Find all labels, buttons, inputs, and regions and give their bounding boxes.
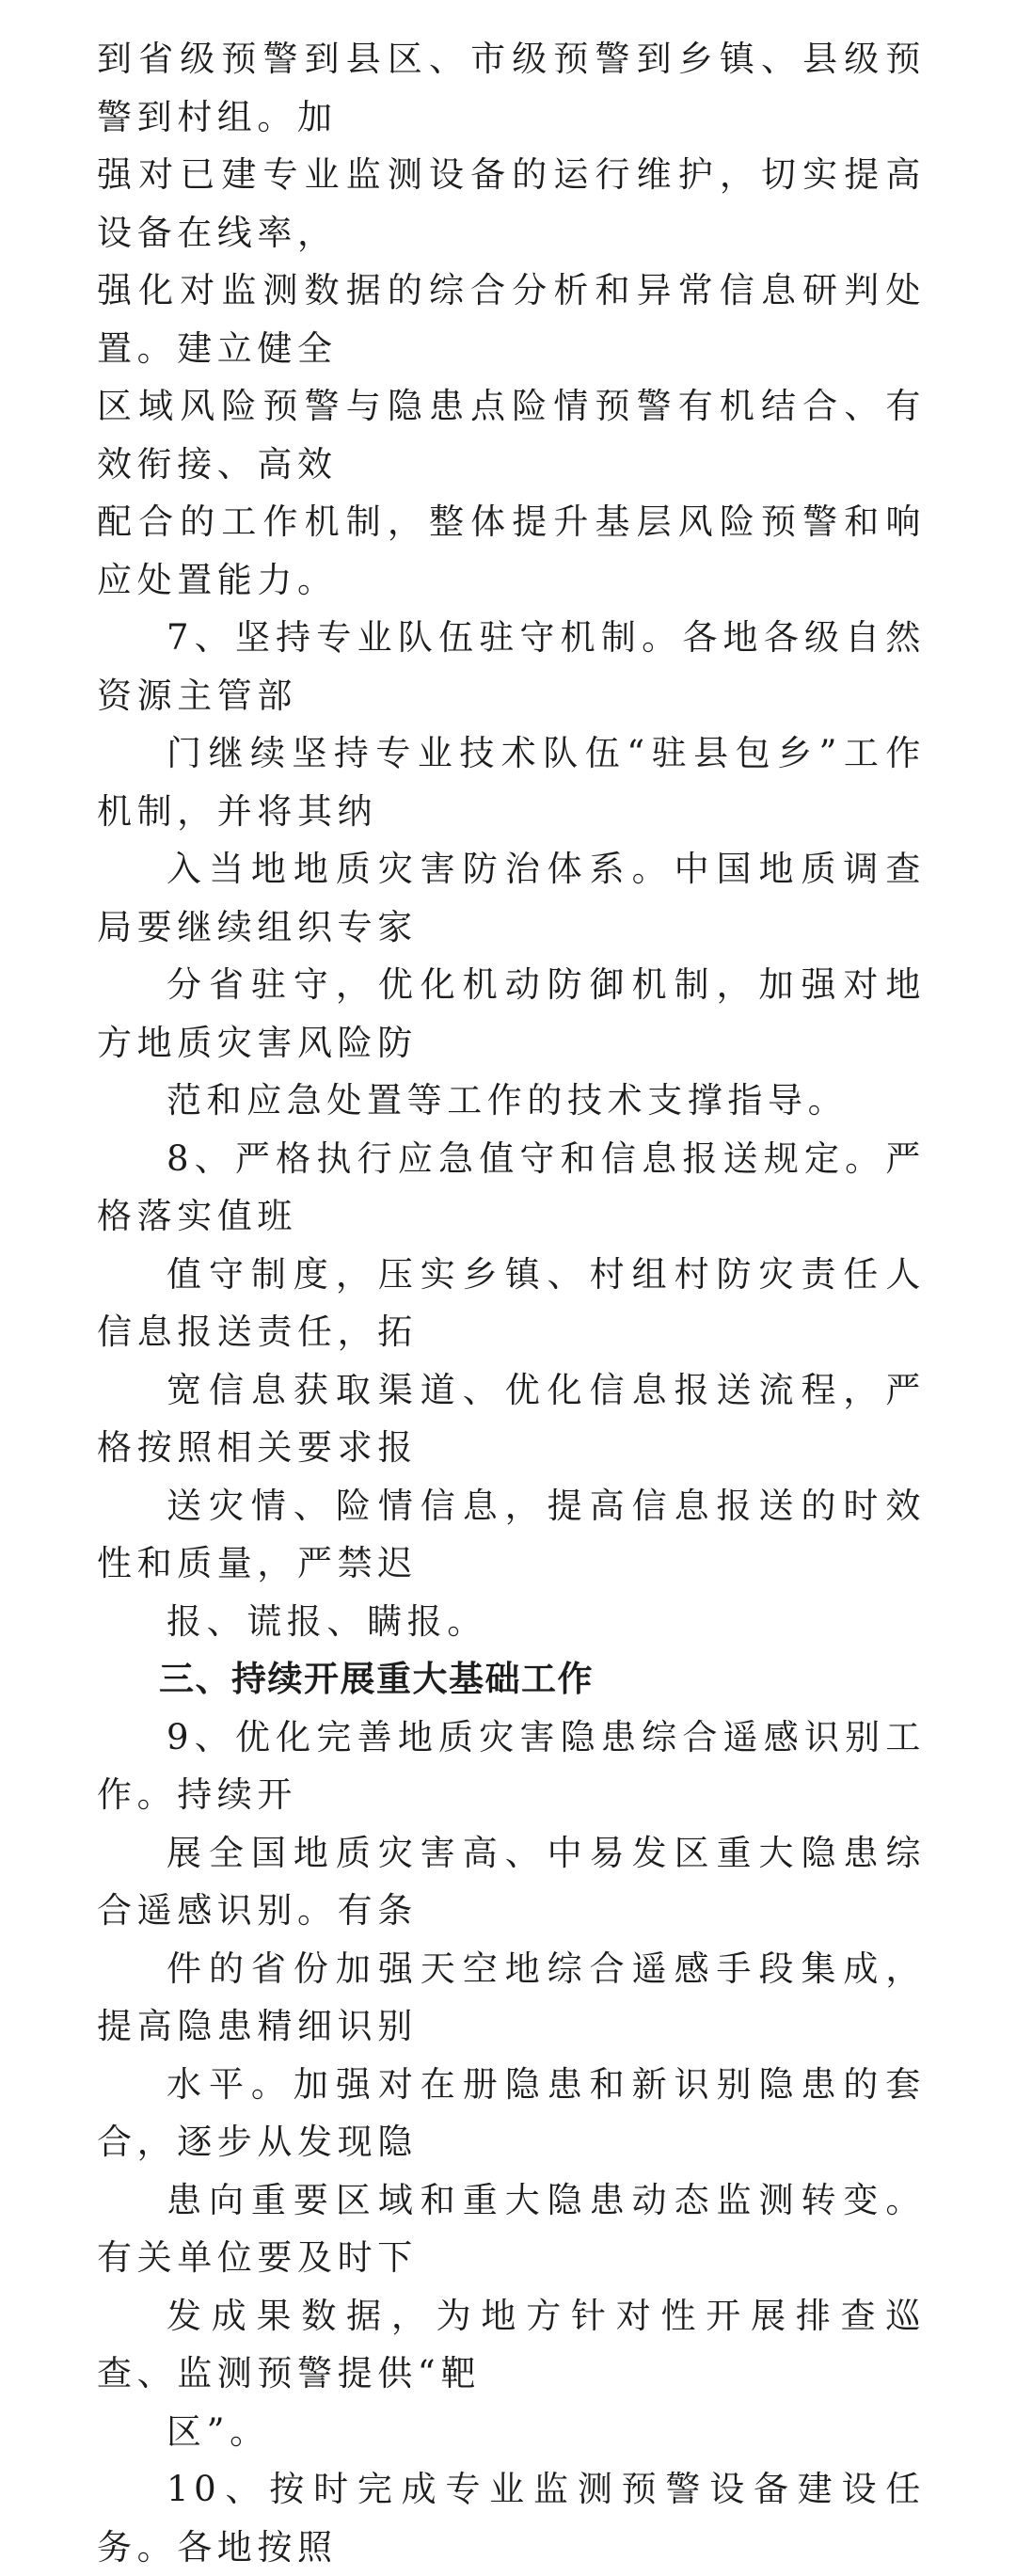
heading-text: 三、持续开展重大基础工作 xyxy=(159,1659,594,1699)
text-line: 10、按时完成专业监测预警设备建设任务。各地按照 xyxy=(97,2469,926,2568)
paragraph-item-9 xyxy=(97,1709,926,2461)
text-line: 送灾情、险情信息，提高信息报送的时效性和质量，严禁迟 xyxy=(97,1485,926,1583)
text-line: 强化对监测数据的综合分析和异常信息研判处置。建立健全 xyxy=(97,270,926,369)
paragraph-item-7 xyxy=(97,609,926,1130)
text-line: 到省级预警到县区、市级预警到乡镇、县级预警到村组。加 xyxy=(97,39,926,137)
text-line: 发成果数据，为地方针对性开展排查巡查、监测预警提供“靶 xyxy=(97,2295,926,2393)
text-line: 分省驻守，优化机动防御机制，加强对地方地质灾害风险防 xyxy=(97,964,926,1063)
text-line: 值守制度，压实乡镇、村组村防灾责任人信息报送责任，拓 xyxy=(97,1253,926,1352)
text-line: 区域风险预警与隐患点险情预警有机结合、有效衔接、高效 xyxy=(97,386,926,485)
text-line: 水平。加强对在册隐患和新识别隐患的套合，逐步从发现隐 xyxy=(97,2063,926,2162)
section-heading-3 xyxy=(97,1650,926,1709)
text-line: 8、严格执行应急值守和信息报送规定。严格落实值班 xyxy=(97,1137,926,1236)
text-line: 件的省份加强天空地综合遥感手段集成，提高隐患精细识别 xyxy=(97,1948,926,2046)
text-line: 范和应急处置等工作的技术支撑指导。 xyxy=(167,1080,849,1121)
paragraph-item-8 xyxy=(97,1130,926,1651)
text-line: 报、谎报、瞒报。 xyxy=(167,1600,487,1642)
text-line: 7、坚持专业队伍驻守机制。各地各级自然资源主管部 xyxy=(97,617,926,716)
text-line: 强对已建专业监测设备的运行维护，切实提高设备在线率， xyxy=(97,154,926,253)
text-line: 门继续坚持专业技术队伍“驻县包乡”工作机制，并将其纳 xyxy=(97,733,926,832)
paragraph-monitoring-continuation xyxy=(97,30,926,609)
text-line: 宽信息获取渠道、优化信息报送流程，严格按照相关要求报 xyxy=(97,1369,926,1468)
text-line: 配合的工作机制，整体提升基层风险预警和响应处置能力。 xyxy=(97,501,926,600)
text-line: 9、优化完善地质灾害隐患综合遥感识别工作。持续开 xyxy=(97,1716,926,1815)
text-line: 展全国地质灾害高、中易发区重大隐患综合遥感识别。有条 xyxy=(97,1832,926,1931)
text-line: 入当地地质灾害防治体系。中国地质调查局要继续组织专家 xyxy=(97,849,926,947)
paragraph-item-10 xyxy=(97,2460,926,2576)
text-line: 区”。 xyxy=(167,2410,270,2452)
text-line: 患向重要区域和重大隐患动态监测转变。有关单位要及时下 xyxy=(97,2179,926,2278)
